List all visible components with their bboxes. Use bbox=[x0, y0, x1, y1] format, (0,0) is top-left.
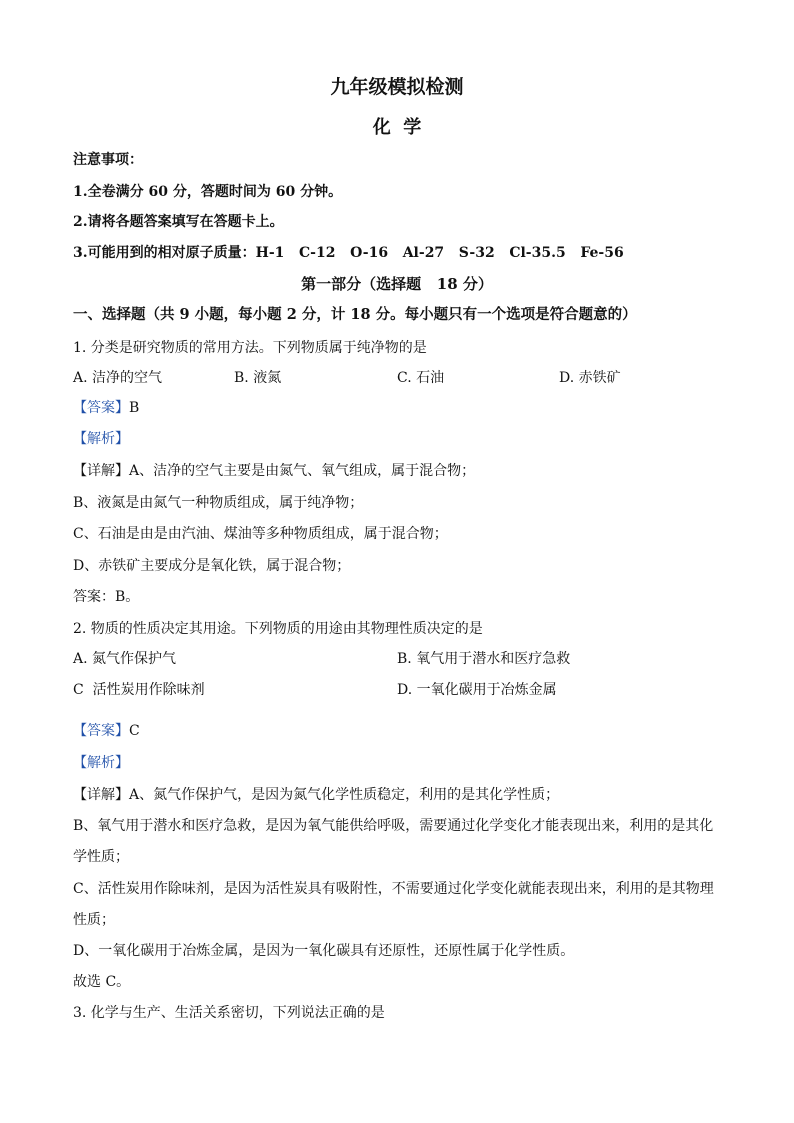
question-2-conclusion: 故选 C。 bbox=[73, 974, 131, 990]
notice-item-2: 2.请将各题答案填写在答题卡上。 bbox=[73, 214, 284, 230]
question-2-analysis-label: 【解析】 bbox=[73, 755, 129, 771]
part-title: 第一部分（选择题 18 分） bbox=[301, 275, 493, 293]
question-2-option-a: A. 氮气作保护气 bbox=[73, 651, 177, 667]
answer-label: 【答案】 bbox=[73, 400, 129, 416]
question-2-detail-3: C、活性炭用作除味剂，是因为活性炭具有吸附性，不需要通过化学变化就能表现出来，利用的是其物理 bbox=[73, 881, 714, 897]
answer-value: C bbox=[129, 723, 140, 739]
question-1-option-b: B. 液氮 bbox=[234, 370, 282, 386]
subject-title: 化 学 bbox=[372, 117, 422, 138]
question-1-detail-1: 【详解】A、洁净的空气主要是由氮气、氧气组成，属于混合物； bbox=[73, 463, 476, 479]
notice-item-3: 3.可能用到的相对原子质量：H-1 C-12 O-16 Al-27 S-32 Cl-35.5 Fe-56 bbox=[73, 245, 624, 261]
question-2-answer bbox=[73, 721, 140, 741]
notice-heading: 注意事项： bbox=[73, 152, 143, 168]
section-heading: 一、选择题（共 9 小题，每小题 2 分，计 18 分。每小题只有一个选项是符合题意的） bbox=[73, 306, 637, 323]
question-2-detail-2-cont: 学性质； bbox=[73, 849, 129, 865]
question-1-detail-3: C、石油是由是由汽油、煤油等多种物质组成，属于混合物； bbox=[73, 526, 448, 542]
question-2-option-c: C 活性炭用作除味剂 bbox=[73, 682, 205, 698]
question-1-option-d: D. 赤铁矿 bbox=[559, 370, 621, 386]
question-2-detail-1: 【详解】A、氮气作保护气，是因为氮气化学性质稳定，利用的是其化学性质； bbox=[73, 787, 560, 803]
answer-label: 【答案】 bbox=[73, 723, 129, 739]
exam-title: 九年级模拟检测 bbox=[330, 76, 464, 98]
question-2-detail-2: B、氧气用于潜水和医疗急救，是因为氧气能供给呼吸，需要通过化学变化才能表现出来，利用的是其化 bbox=[73, 818, 714, 834]
notice-item-1: 1.全卷满分 60 分，答题时间为 60 分钟。 bbox=[73, 184, 343, 200]
question-2-detail-4: D、一氧化碳用于冶炼金属，是因为一氧化碳具有还原性，还原性属于化学性质。 bbox=[73, 943, 575, 959]
question-1-option-c: C. 石油 bbox=[397, 370, 445, 386]
question-1-option-a: A. 洁净的空气 bbox=[73, 370, 163, 386]
question-2-detail-3-cont: 性质； bbox=[73, 912, 115, 928]
question-1-detail-2: B、液氮是由氮气一种物质组成，属于纯净物； bbox=[73, 495, 364, 511]
question-2-option-b: B. 氧气用于潜水和医疗急救 bbox=[397, 651, 571, 667]
question-1-conclusion: 答案：B。 bbox=[73, 589, 140, 605]
question-1-detail-4: D、赤铁矿主要成分是氧化铁，属于混合物； bbox=[73, 558, 351, 574]
answer-value: B bbox=[129, 400, 140, 416]
question-1-analysis-label: 【解析】 bbox=[73, 431, 129, 447]
question-3-stem: 3. 化学与生产、生活关系密切，下列说法正确的是 bbox=[73, 1005, 385, 1021]
question-2-stem: 2. 物质的性质决定其用途。下列物质的用途由其物理性质决定的是 bbox=[73, 621, 483, 637]
question-1-stem: 1. 分类是研究物质的常用方法。下列物质属于纯净物的是 bbox=[73, 340, 427, 356]
question-1-answer bbox=[73, 398, 139, 418]
question-2-option-d: D. 一氧化碳用于冶炼金属 bbox=[397, 682, 557, 698]
